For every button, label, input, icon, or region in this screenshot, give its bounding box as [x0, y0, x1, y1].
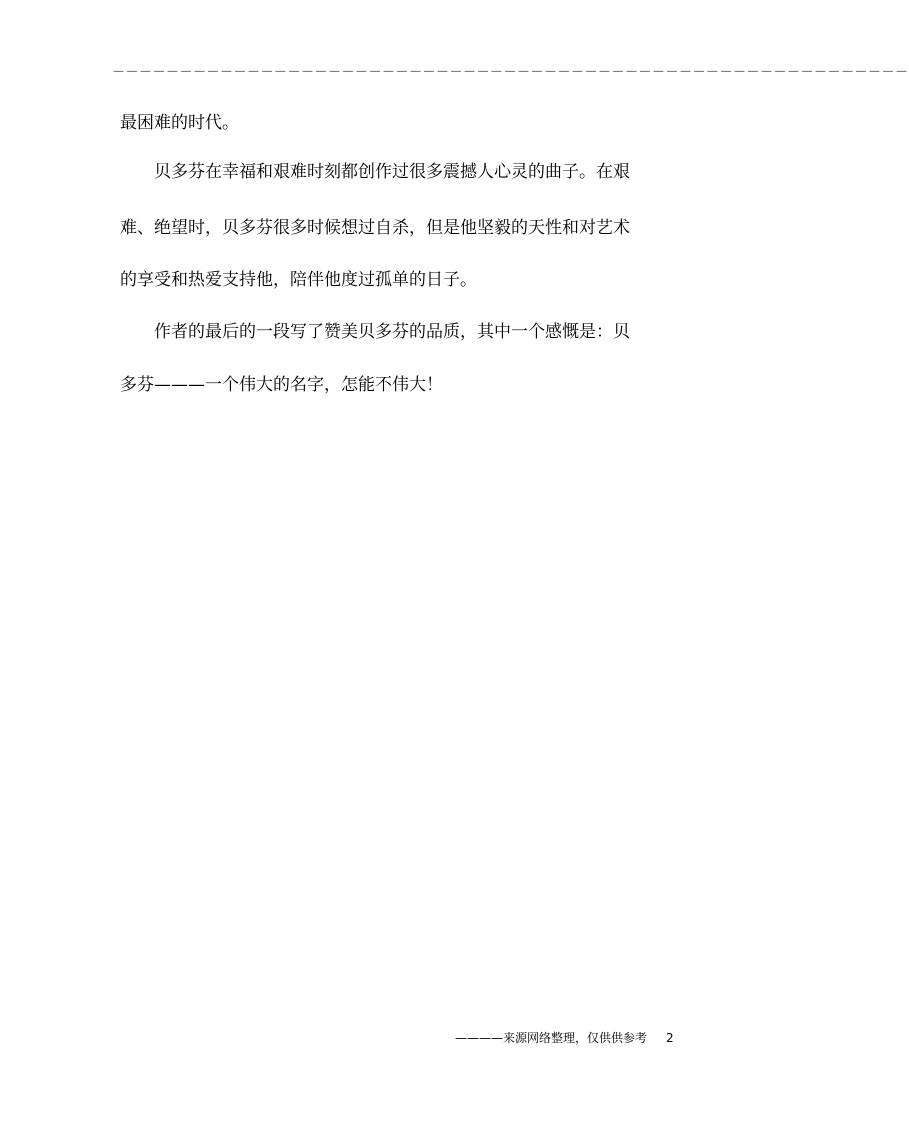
text-line-3: 难、绝望时，贝多芬很多时候想过自杀，但是他坚毅的天性和对艺术	[120, 218, 630, 238]
header-dashed-rule: －－－－－－－－－－－－－－－－－－－－－－－－－－－－－－－－－－－－－－－－－－－－－－－－－－－－－－－－－－－	[112, 65, 909, 80]
text-line-5: 作者的最后的一段写了赞美贝多芬的品质，其中一个感慨是：贝	[154, 322, 630, 342]
text-line-1: 最困难的时代。	[120, 113, 239, 133]
footer-note: ————来源网络整理，仅供供参考	[455, 1031, 648, 1045]
text-line-6: 多芬———一个伟大的名字，怎能不伟大！	[120, 375, 443, 395]
text-line-2: 贝多芬在幸福和艰难时刻都创作过很多震撼人心灵的曲子。在艰	[154, 162, 630, 182]
text-line-4: 的享受和热爱支持他，陪伴他度过孤单的日子。	[120, 270, 477, 290]
page-number: 2	[666, 1031, 674, 1045]
